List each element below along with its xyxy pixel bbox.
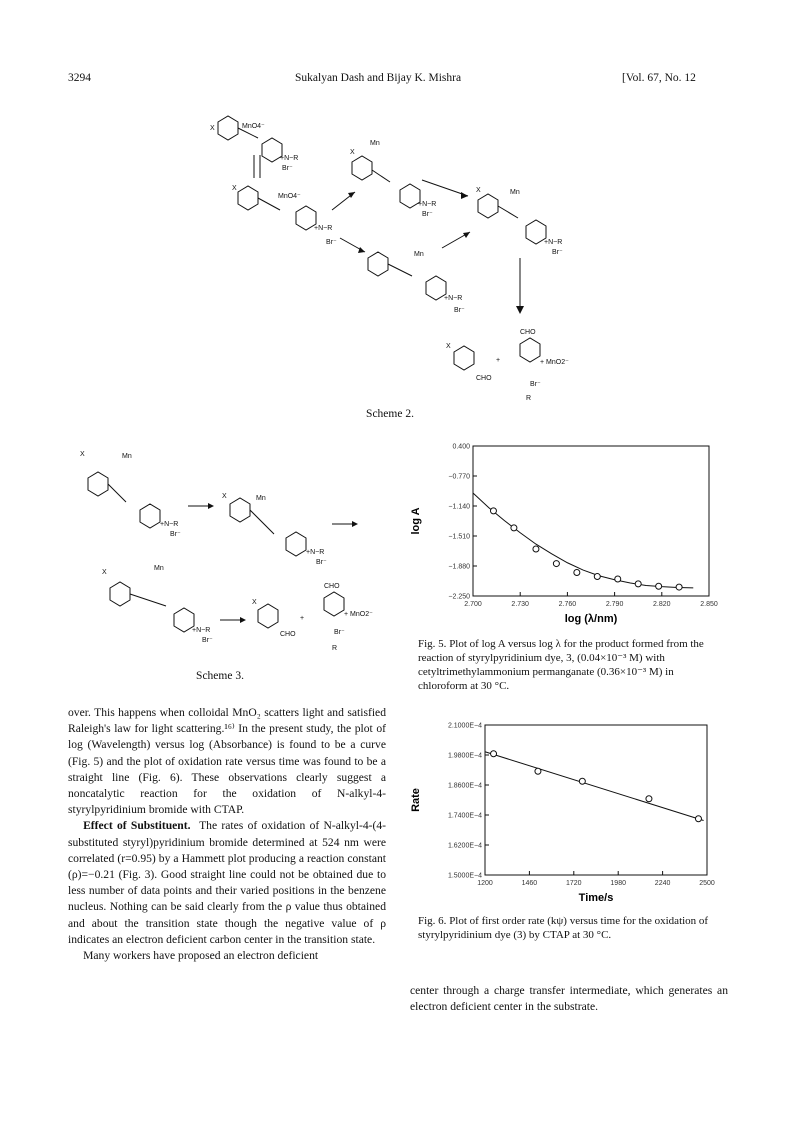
svg-text:Br⁻: Br⁻	[552, 249, 563, 256]
svg-text:X: X	[446, 343, 451, 350]
svg-text:Br⁻: Br⁻	[334, 629, 345, 636]
svg-text:X: X	[350, 149, 355, 156]
scheme-3-label: Scheme 3.	[196, 670, 244, 682]
svg-text:+N−R: +N−R	[314, 225, 333, 232]
fig-5-chart	[405, 438, 735, 638]
right-column-text	[410, 983, 728, 1015]
fig-5-caption-label: Fig. 5.	[418, 638, 447, 650]
scheme-3-diagram	[70, 438, 390, 668]
y-tick-label: 1.6200E−4	[447, 842, 482, 850]
fit-line	[473, 493, 693, 588]
fig-5-caption	[418, 637, 718, 693]
svg-text:CHO: CHO	[324, 583, 340, 590]
svg-text:+ MnO2⁻: + MnO2⁻	[540, 359, 569, 366]
left-column-text	[68, 705, 386, 964]
benzene-ring	[110, 582, 130, 606]
y-tick-label: −0.770	[448, 473, 470, 481]
paragraph-right: center through a charge transfer intermediate, which generates an electron deficient center in the substrate.	[410, 984, 728, 1014]
pyridine-ring	[262, 138, 282, 162]
svg-text:X: X	[210, 125, 215, 132]
svg-text:+N−R: +N−R	[418, 201, 437, 208]
pyridine-aldehyde-ring	[324, 592, 344, 616]
x-tick-label: 2.700	[464, 601, 482, 608]
page-number: 3294	[68, 72, 91, 84]
svg-text:Br⁻: Br⁻	[326, 239, 337, 246]
svg-text:+N−R: +N−R	[306, 549, 325, 556]
data-point	[615, 576, 621, 582]
svg-text:CHO: CHO	[476, 375, 492, 382]
x-tick-label: 2.730	[511, 601, 529, 608]
section-heading: Effect of Substituent.	[83, 819, 191, 833]
svg-text:Mn: Mn	[154, 565, 164, 572]
data-point	[676, 584, 682, 590]
svg-text:Mn: Mn	[122, 453, 132, 460]
benzaldehyde-ring	[454, 346, 474, 370]
svg-text:Br⁻: Br⁻	[282, 165, 293, 172]
volume-info: [Vol. 67, No. 12	[622, 72, 696, 84]
pyridine-ring	[296, 206, 316, 230]
y-tick-label: −1.510	[448, 533, 470, 541]
x-tick-label: 1200	[477, 880, 493, 887]
y-tick-label: 1.7400E−4	[447, 812, 482, 820]
pyridine-ring	[426, 276, 446, 300]
running-authors: Sukalyan Dash and Bijay K. Mishra	[295, 72, 462, 84]
scheme-2-diagram	[200, 100, 620, 410]
svg-text:+: +	[300, 615, 305, 622]
benzene-ring	[218, 116, 238, 140]
svg-text:+N−R: +N−R	[444, 295, 463, 302]
x-tick-label: 2.850	[700, 601, 718, 608]
y-tick-label: −1.880	[448, 563, 470, 571]
svg-text:X: X	[476, 187, 481, 194]
data-point	[491, 751, 497, 757]
svg-text:Br⁻: Br⁻	[202, 637, 213, 644]
data-point	[574, 569, 580, 575]
x-tick-label: 2.820	[653, 601, 671, 608]
svg-text:Mn: Mn	[510, 189, 520, 196]
data-point	[695, 816, 701, 822]
y-tick-label: 1.8600E−4	[447, 782, 482, 790]
x-tick-label: 1980	[610, 880, 626, 887]
svg-text:+N−R: +N−R	[192, 627, 211, 634]
svg-text:Br⁻: Br⁻	[454, 307, 465, 314]
x-tick-label: 2.760	[558, 601, 577, 608]
paragraph-2: Effect of Substituent. The rates of oxidation of N-alkyl-4-(4-substituted styryl)pyridinium bromide determined at 524 nm were correlated (r=0.95) by a Hammett plot producing a reaction constant (ρ)=−0.21 (Fig. 3). Good straight line could not be obtained due to less number of data points and their varied positions in the benzene nucleus. Nothing can be said clearly from the ρ value thus obtained and about the transition state though the negative value of ρ indicates an electron deficient carbon center in the transition state.	[68, 819, 386, 946]
svg-text:X: X	[222, 493, 227, 500]
svg-text:X: X	[232, 185, 237, 192]
svg-text:Br⁻: Br⁻	[422, 211, 433, 218]
data-point	[594, 574, 600, 580]
fig-5-caption-text: Plot of log A versus log λ for the product formed from the reaction of styrylpyridinium dye, 3, (0.04×10⁻³ M) with cetyltrimethylammonium permanganate (0.36×10⁻³ M) in chloroform at 30 °C.	[418, 638, 704, 692]
x-tick-label: 1460	[521, 880, 538, 887]
x-tick-label: 2.790	[605, 601, 624, 608]
plot-frame	[485, 725, 707, 875]
svg-text:Mn: Mn	[256, 495, 266, 502]
svg-text:+ MnO2⁻: + MnO2⁻	[344, 611, 373, 618]
y-tick-label: −2.250	[448, 593, 470, 601]
svg-text:MnO4⁻: MnO4⁻	[278, 193, 301, 200]
benzene-ring	[238, 186, 258, 210]
fig-6-chart	[405, 715, 735, 910]
svg-text:X: X	[252, 599, 257, 606]
svg-text:+N−R: +N−R	[160, 521, 179, 528]
y-tick-label: 0.400	[452, 443, 470, 451]
paragraph-1: over. This happens when colloidal MnO₂ scatters light and satisfied Raleigh's law for light scattering.¹⁶⁾ In the present study, the plot of log (Wavelength) versus log (Absorbance) is found to be a curve (Fig. 5) and the plot of oxidation rate versus time was found to be a straight line (Fig. 6). These observations clearly suggest a noncatalytic reaction for the oxidation of N-alkyl-4-styrylpyridinium bromide with CTAP.	[68, 706, 386, 817]
data-point	[579, 778, 585, 784]
svg-text:CHO: CHO	[520, 329, 536, 336]
svg-text:R: R	[526, 395, 532, 402]
y-tick-label: 2.1000E−4	[447, 722, 482, 730]
plot-frame	[473, 446, 709, 596]
x-tick-label: 2500	[699, 880, 715, 887]
svg-text:+N−R: +N−R	[544, 239, 563, 246]
data-point	[490, 508, 496, 514]
x-axis-label: log (λ/nm)	[564, 613, 618, 625]
svg-text:Br⁻: Br⁻	[530, 381, 541, 388]
y-axis-label: Rate	[410, 788, 422, 812]
paragraph-3: Many workers have proposed an electron deficient	[83, 949, 319, 963]
svg-text:+N−R: +N−R	[280, 155, 299, 162]
y-axis-label: log A	[410, 507, 422, 535]
data-point	[511, 525, 517, 531]
svg-text:Br⁻: Br⁻	[316, 559, 327, 566]
x-axis-label: Time/s	[578, 892, 614, 904]
fit-line	[485, 752, 704, 821]
benzaldehyde-ring	[258, 604, 278, 628]
pyridine-ring	[286, 532, 306, 556]
pyridine-aldehyde-ring	[520, 338, 540, 362]
benzene-ring	[478, 194, 498, 218]
fig-6-caption	[418, 914, 718, 942]
svg-text:+: +	[496, 357, 501, 364]
pyridine-ring	[174, 608, 194, 632]
x-tick-label: 2240	[654, 880, 671, 887]
data-point	[553, 561, 559, 567]
svg-text:CHO: CHO	[280, 631, 296, 638]
pyridine-ring	[526, 220, 546, 244]
benzene-ring	[352, 156, 372, 180]
svg-text:Br⁻: Br⁻	[170, 531, 181, 538]
fig-6-caption-text: Plot of first order rate (kψ) versus time for the oxidation of styrylpyridinium dye (3) by CTAP at 30 °C.	[418, 915, 709, 941]
svg-text:X: X	[102, 569, 107, 576]
data-point	[535, 768, 541, 774]
svg-text:MnO4⁻: MnO4⁻	[242, 123, 265, 130]
scheme-2-label: Scheme 2.	[366, 408, 414, 420]
benzene-ring	[230, 498, 250, 522]
y-tick-label: 1.9800E−4	[447, 752, 482, 760]
data-point	[533, 546, 539, 552]
benzene-ring	[88, 472, 108, 496]
svg-text:Mn: Mn	[370, 140, 380, 147]
x-tick-label: 1720	[566, 880, 582, 887]
svg-text:Mn: Mn	[414, 251, 424, 258]
y-tick-label: −1.140	[448, 503, 470, 511]
y-tick-label: 1.5000E−4	[447, 872, 482, 880]
fig-6-caption-label: Fig. 6.	[418, 915, 447, 927]
svg-text:X: X	[80, 451, 85, 458]
pyridine-ring	[400, 184, 420, 208]
data-point	[635, 581, 641, 587]
benzene-ring	[368, 252, 388, 276]
pyridine-ring	[140, 504, 160, 528]
data-point	[646, 796, 652, 802]
svg-text:R: R	[332, 645, 338, 652]
data-point	[656, 583, 662, 589]
